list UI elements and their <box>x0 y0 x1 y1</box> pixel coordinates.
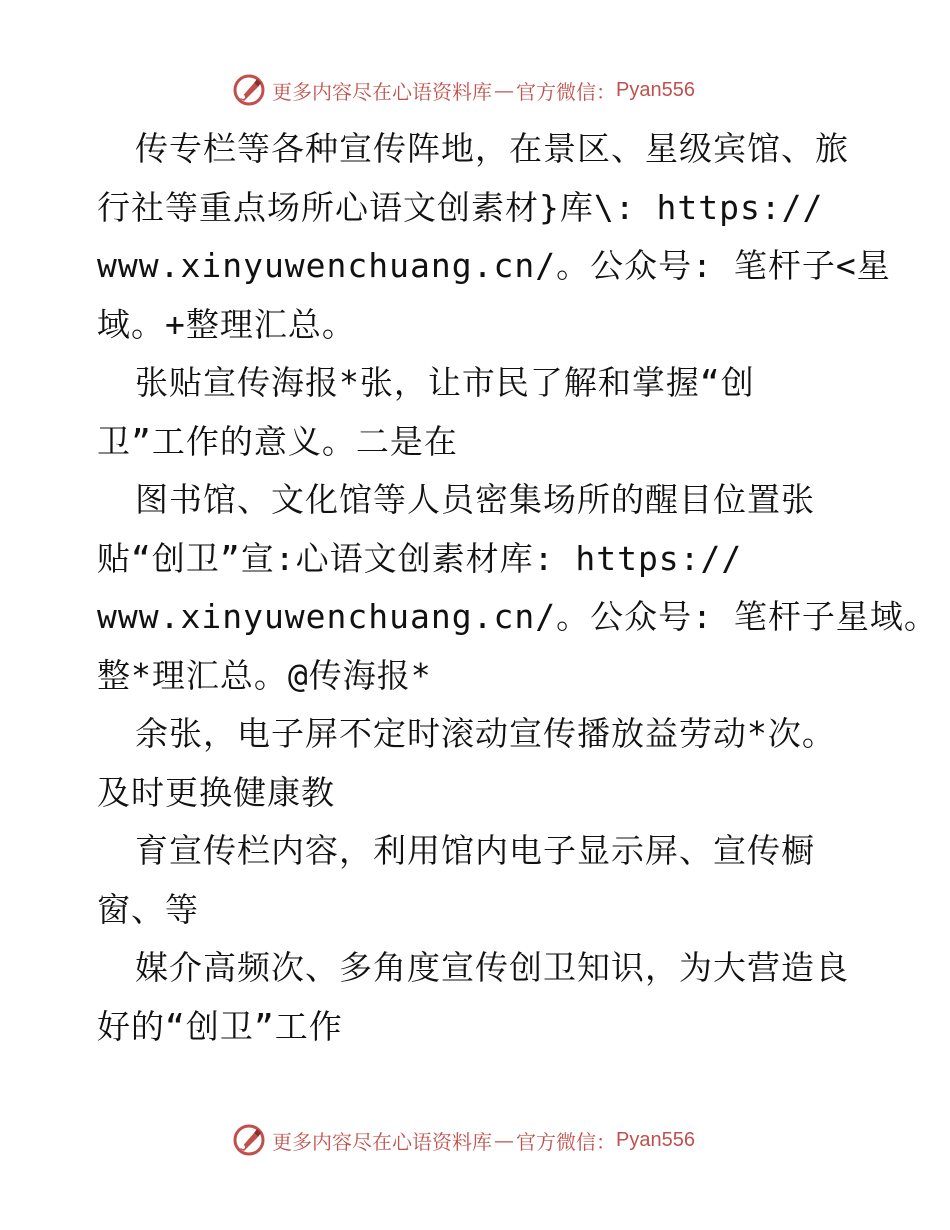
body-line: 余张，电子屏不定时滚动宣传播放益劳动*次。 <box>135 714 836 753</box>
banner-wechat-label: 官方微信： <box>516 79 616 104</box>
banner-dash: — <box>494 78 514 102</box>
header-watermark-banner <box>232 70 712 110</box>
body-line: 整*理汇总。@传海报* <box>97 655 432 695</box>
banner-text: 更多内容尽在心语资料库 <box>272 79 492 104</box>
body-line: 张贴宣传海报*张，让市民了解和掌握“创 <box>135 363 755 402</box>
pen-logo-icon <box>232 1123 266 1157</box>
body-line: 传专栏等各种宣传阵地，在景区、星级宾馆、旅 <box>135 129 849 168</box>
body-line: 图书馆、文化馆等人员密集场所的醒目位置张 <box>135 480 815 519</box>
banner-wechat-id: Pyan556 <box>616 78 695 101</box>
body-line: www.xinyuwenchuang.cn/。公众号: 笔杆子星域。 <box>97 597 938 636</box>
body-line: 窗、等 <box>97 889 199 929</box>
body-line: 好的“创卫”工作 <box>97 1006 343 1046</box>
body-line: 贴“创卫”宣:心语文创素材库: https:// <box>97 538 743 578</box>
banner-wechat-id: Pyan556 <box>616 1128 695 1151</box>
body-line: 育宣传栏内容，利用馆内电子显示屏、宣传橱 <box>135 831 815 870</box>
footer-watermark-banner <box>232 1120 712 1160</box>
banner-text: 更多内容尽在心语资料库 <box>272 1129 492 1154</box>
body-line: www.xinyuwenchuang.cn/。公众号: 笔杆子<星 <box>97 246 891 285</box>
pen-logo-icon <box>232 73 266 107</box>
banner-dash: — <box>494 1128 514 1152</box>
body-line: 及时更换健康教 <box>97 772 335 812</box>
body-line: 卫”工作的意义。二是在 <box>97 421 458 461</box>
body-line: 行社等重点场所心语文创素材}库\: https:// <box>97 187 824 227</box>
body-line: 域。+整理汇总。 <box>97 304 356 344</box>
document-body <box>97 120 938 1056</box>
body-line: 媒介高频次、多角度宣传创卫知识，为大营造良 <box>135 948 849 987</box>
banner-wechat-label: 官方微信： <box>516 1129 616 1154</box>
